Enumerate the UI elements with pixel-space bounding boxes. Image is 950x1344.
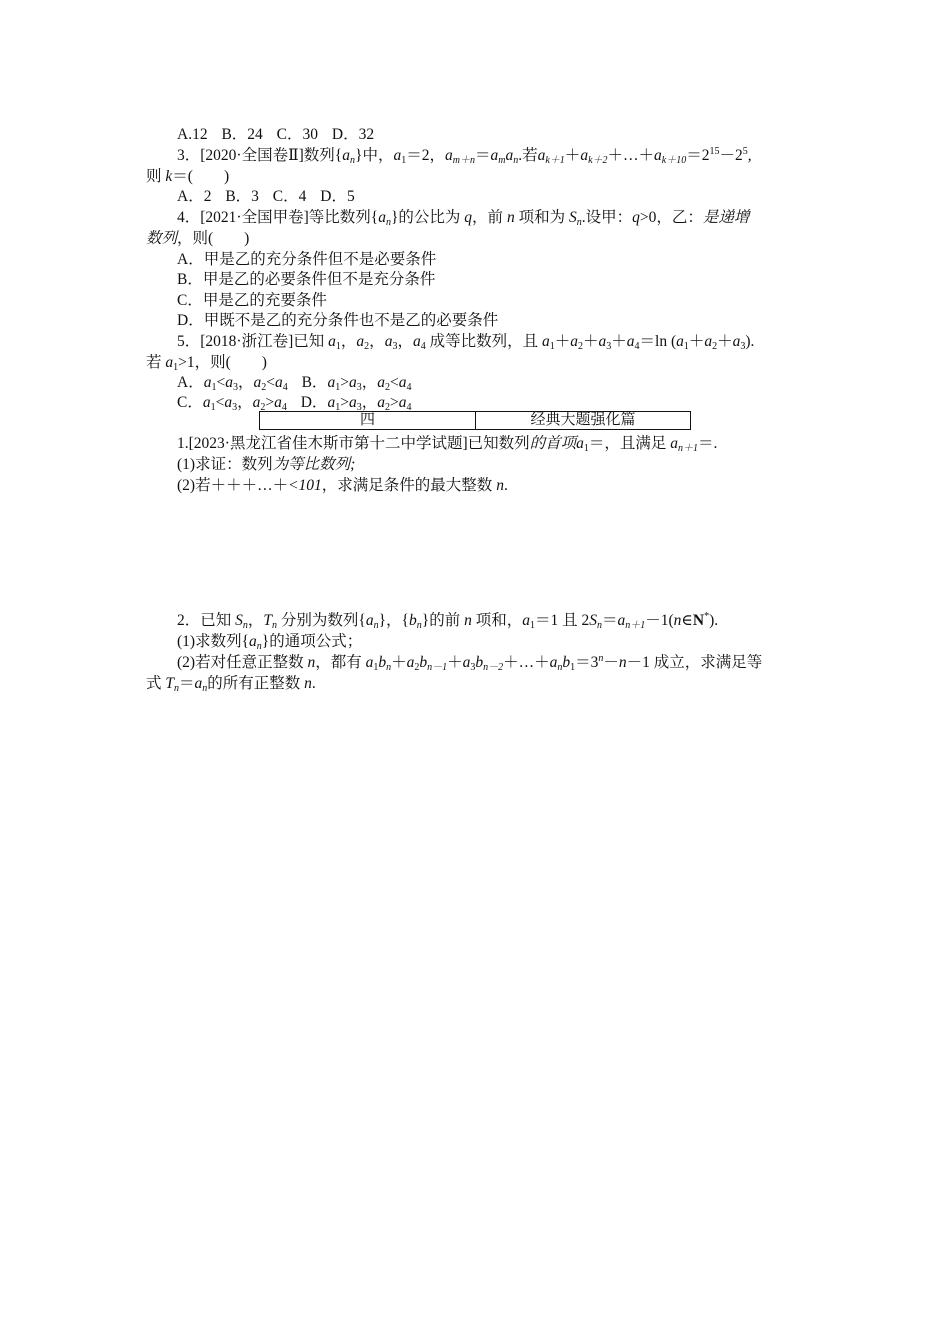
problem-2: 2．已知 $S_n$，$T_n$ 分别为数列$\{a_n\}$，$\{b_n\}$的前 n 项和，$a_1=1$ 且 $2S_n=a_{n+1}-1(n\in N^*)$. — [177, 611, 719, 631]
q5-options-cd: C．$a_1<a_3$，$a_2>a_4$ D．$a_1>a_3$，$a_2>a_4$ — [177, 394, 412, 413]
option-d: D．32 — [331, 126, 375, 143]
problem-1-part-1: (1)求证：数列为等比数列; — [177, 456, 356, 473]
problem-2-part-2: (2)若对任意正整数 n，都有 $a_1b_n+a_2b_{n-1}+a_3b_{n-2}+\dots+a_nb_1=3^n-n-1$ 成立，求满足等 — [177, 653, 763, 673]
question-3-cont: 则 k＝( ) — [146, 168, 230, 185]
option-a: A.12 — [177, 126, 208, 143]
problem-1: 1.[2023·黑龙江省佳木斯市第十二中学试题]已知数列的首项$a_1=$，且满足 $a_{n+1}=$. — [177, 435, 718, 454]
option-b: B．24 — [221, 126, 263, 143]
question-source: [2018·浙江卷] — [200, 333, 294, 350]
option-a: A．2 — [177, 188, 212, 205]
question-source: [2023·黑龙江省佳木斯市第十二中学试题] — [188, 435, 468, 452]
section-title: 经典大题强化篇 — [476, 412, 691, 430]
q4-option-a: A．甲是乙的充分条件但不是必要条件 — [177, 251, 437, 268]
question-source: [2020·全国卷Ⅱ] — [200, 147, 304, 164]
option-c: C．30 — [276, 126, 319, 143]
q5-options-ab: A．$a_1<a_3$，$a_2<a_4$ B．$a_1>a_3$，$a_2<a_4$ — [177, 374, 412, 393]
question-source: [2021·全国甲卷] — [200, 209, 309, 226]
option-d: D．5 — [320, 188, 355, 205]
question-4: 4．[2021·全国甲卷]等比数列$\{a_n\}$的公比为 q，前 n 项和为 $S_n$.设甲：q>0，乙：是递增 — [177, 209, 750, 228]
q4-option-b: B．甲是乙的必要条件但不是充分条件 — [177, 271, 436, 288]
question-5: 5．[2018·浙江卷]已知 $a_1$，$a_2$，$a_3$，$a_4$ 成等比数列，且 $a_1+a_2+a_3+a_4=\ln$ $(a_1+a_2+a_3)$. — [177, 333, 755, 352]
problem-1-part-2: (2)若＋＋＋…＋<101，求满足条件的最大整数 n. — [177, 477, 508, 494]
problem-2-cont: 式 $T_n=a_n$的所有正整数 n. — [146, 675, 316, 694]
question-5-cont: 若 $a_1>1$，则( ) — [146, 354, 267, 373]
q4-option-c: C．甲是乙的充要条件 — [177, 292, 327, 309]
problem-2-part-1: (1)求数列$\{a_n\}$的通项公式； — [177, 633, 363, 652]
q3-options — [177, 187, 355, 207]
question-3: 3．[2020·全国卷Ⅱ]数列$\{a_n\}$中，$a_1=2$，$a_{m+n}=a_ma_n$.若$a_{k+1}+a_{k+2}+\dots+a_{k+10}=2^{15}-2^5$, — [177, 146, 752, 166]
section-header — [259, 411, 691, 430]
q4-option-d: D．甲既不是乙的充分条件也不是乙的必要条件 — [177, 312, 499, 329]
option-c: C．4 — [272, 188, 307, 205]
q2-options — [177, 125, 374, 145]
option-b: B．3 — [225, 188, 259, 205]
question-4-cont: 数列，则( ) — [146, 230, 250, 247]
section-number: 四 — [260, 412, 476, 430]
